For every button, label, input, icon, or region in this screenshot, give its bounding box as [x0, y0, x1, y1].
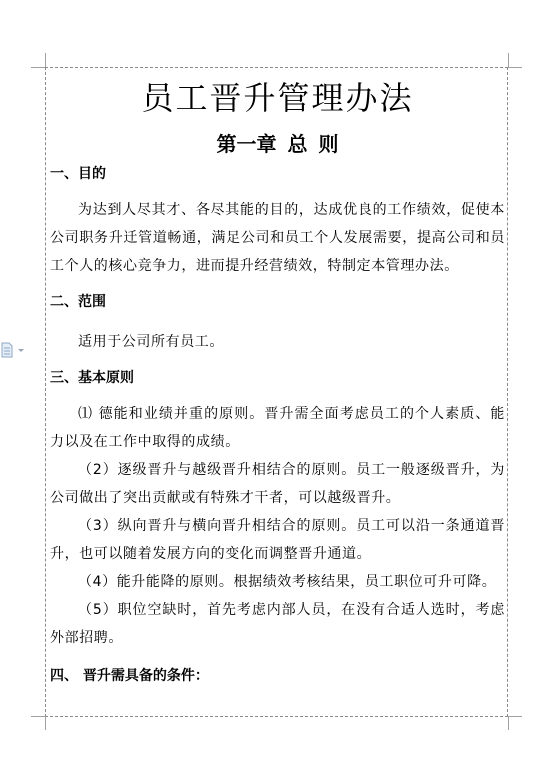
- crop-mark-bottom-right-h: [508, 716, 522, 717]
- paragraph-principle-1: ⑴ 德能和业绩并重的原则。晋升需全面考虑员工的个人素质、能力以及在工作中取得的成绩。: [50, 406, 505, 450]
- document-options-icon-graphic: [0, 342, 30, 358]
- document-options-icon[interactable]: [0, 342, 30, 358]
- paragraph-purpose: 为达到人尽其才、各尽其能的目的，达成优良的工作绩效，促使本公司职务升迁管道畅通，满足公司和员工个人发展需要，提高公司和员工个人的核心竞争力，进而提升经营绩效，特制定本管理办法。: [50, 202, 505, 274]
- crop-mark-top-right-v: [508, 53, 509, 67]
- crop-mark-bottom-right-v: [508, 716, 509, 730]
- crop-mark-bottom-left-v: [45, 716, 46, 730]
- section-heading-conditions: 四、 晋升需具备的条件：: [50, 668, 209, 684]
- paragraph-principle-3: （3）纵向晋升与横向晋升相结合的原则。员工可以沿一条通道晋升，也可以随着发展方向的变化而调整晋升通道。: [50, 518, 505, 562]
- section-heading-principles: 三、基本原则: [50, 370, 134, 386]
- chapter-title: 第一章 总 则: [216, 132, 339, 156]
- document-title: 员工晋升管理办法: [141, 79, 414, 117]
- crop-mark-top-right-h: [508, 67, 522, 68]
- paragraph-principle-5: （5）职位空缺时，首先考虑内部人员，在没有合适人选时，考虑外部招聘。: [50, 602, 505, 646]
- crop-mark-bottom-left-h: [31, 716, 45, 717]
- crop-mark-top-left-h: [31, 67, 45, 68]
- crop-mark-top-left-v: [45, 53, 46, 67]
- section-heading-scope: 二、范围: [50, 294, 106, 310]
- document-body[interactable]: [50, 72, 505, 686]
- section-heading-purpose: 一、目的: [50, 166, 106, 182]
- paragraph-principle-2: （2）逐级晋升与越级晋升相结合的原则。员工一般逐级晋升，为公司做出了突出贡献或有特殊才干者，可以越级晋升。: [50, 462, 505, 506]
- paragraph-principle-4: （4）能升能降的原则。根据绩效考核结果，员工职位可升可降。: [78, 574, 497, 590]
- paragraph-scope: 适用于公司所有员工。: [78, 334, 224, 350]
